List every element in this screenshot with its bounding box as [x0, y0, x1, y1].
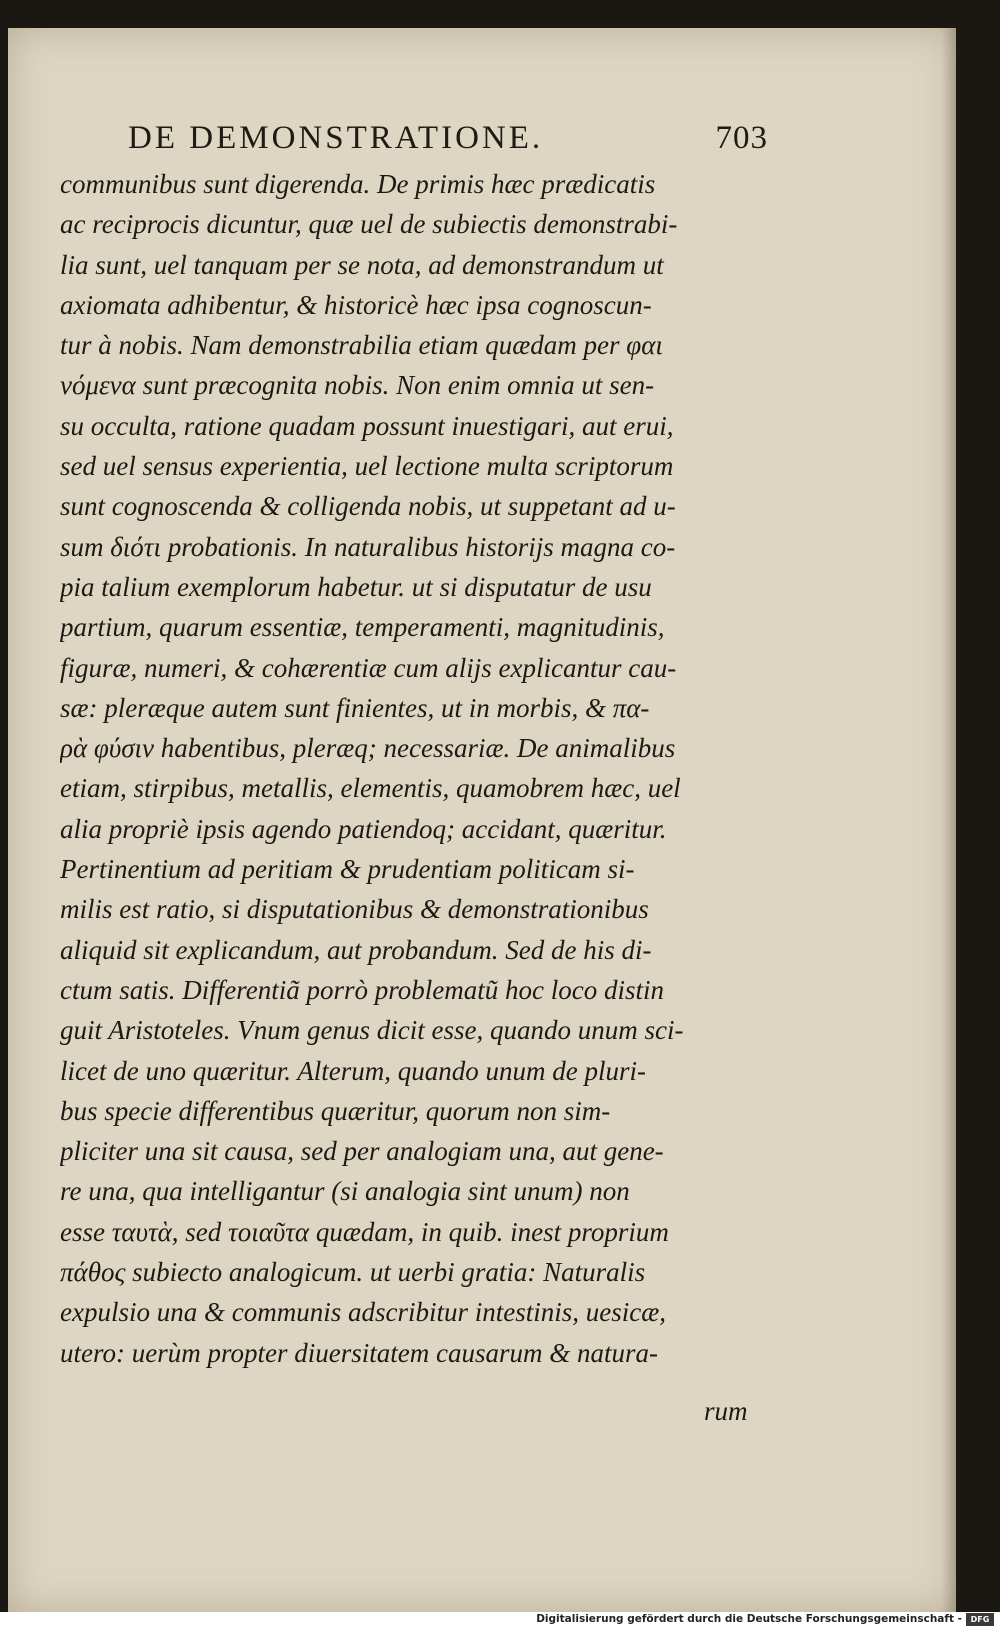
text-line: ac reciprocis dicuntur, quæ uel de subiectis demonstrabi- [60, 209, 678, 240]
text-line: etiam, stirpibus, metallis, elementis, quamobrem hæc, uel [60, 773, 681, 804]
text-line: milis est ratio, si disputationibus & demonstrationibus [60, 894, 649, 925]
text-line: communibus sunt digerenda. De primis hæc prædicatis [60, 169, 656, 199]
text-line: aliquid sit explicandum, aut probandum. Sed de his di- [60, 934, 652, 965]
digitization-footer [0, 1612, 1000, 1628]
page-shadow [942, 28, 956, 1612]
text-line: sæ: pleræque autem sunt finientes, ut in morbis, & πα- [60, 692, 650, 723]
text-line: expulsio una & communis adscribitur intestinis, uesicæ, [60, 1297, 666, 1328]
text-line: figuræ, numeri, & cohærentiæ cum alijs explicantur cau- [60, 652, 677, 683]
text-line: ρὰ φύσιν habentibus, pleræq; necessariæ. De animalibus [60, 733, 676, 764]
text-line: esse ταυτὰ, sed τοιαῦτα quædam, in quib. inest proprium [60, 1216, 669, 1247]
page-number: 703 [715, 120, 768, 156]
text-line: lia sunt, uel tanquam per se nota, ad demonstrandum ut [60, 249, 664, 280]
dfg-logo-icon: DFG [966, 1613, 994, 1626]
text-line: νόμενα sunt præcognita nobis. Non enim omnia ut sen- [60, 370, 655, 401]
text-line: re una, qua intelligantur (si analogia sint unum) non [60, 1176, 630, 1207]
text-line: ctum satis. Differentiã porrò problematũ hoc loco distin [60, 974, 664, 1005]
text-line: guit Aristoteles. Vnum genus dicit esse, quando unum sci- [60, 1015, 684, 1046]
text-line: pliciter una sit causa, sed per analogiam una, aut gene- [60, 1136, 664, 1167]
text-line: Pertinentium ad peritiam & prudentiam politicam si- [60, 854, 635, 885]
text-line: sed uel sensus experientia, uel lectione multa scriptorum [60, 451, 674, 482]
text-line: partium, quarum essentiæ, temperamenti, magnitudinis, [60, 612, 665, 643]
running-head-title: DE DEMONSTRATIONE. [128, 120, 544, 156]
text-line: sunt cognoscenda & colligenda nobis, ut suppetant ad u- [60, 491, 676, 522]
text-line: utero: uerùm propter diuersitatem causarum & natura- [60, 1337, 658, 1368]
text-line: pia talium exemplorum habetur. ut si disputatur de usu [60, 571, 652, 602]
funding-notice: Digitalisierung gefördert durch die Deutsche Forschungsgemeinschaft - [536, 1613, 962, 1625]
text-line: bus specie differentibus quæritur, quorum non sim- [60, 1095, 611, 1126]
running-head [128, 120, 768, 157]
text-line: πάθος subiecto analogicum. ut uerbi gratia: Naturalis [60, 1257, 646, 1288]
body-text [60, 164, 760, 1373]
text-line: alia propriè ipsis agendo patiendoq; accidant, quæritur. [60, 813, 667, 844]
text-line: su occulta, ratione quadam possunt inuestigari, aut erui, [60, 410, 674, 441]
book-page [8, 28, 956, 1612]
text-line: tur à nobis. Nam demonstrabilia etiam quædam per φαι [60, 330, 663, 361]
text-line: licet de uno quæritur. Alterum, quando unum de pluri- [60, 1055, 646, 1086]
text-line: axiomata adhibentur, & historicè hæc ipsa cognoscun- [60, 289, 652, 320]
text-line: sum διότι probationis. In naturalibus historijs magna co- [60, 531, 676, 562]
catchword: rum [704, 1396, 748, 1426]
